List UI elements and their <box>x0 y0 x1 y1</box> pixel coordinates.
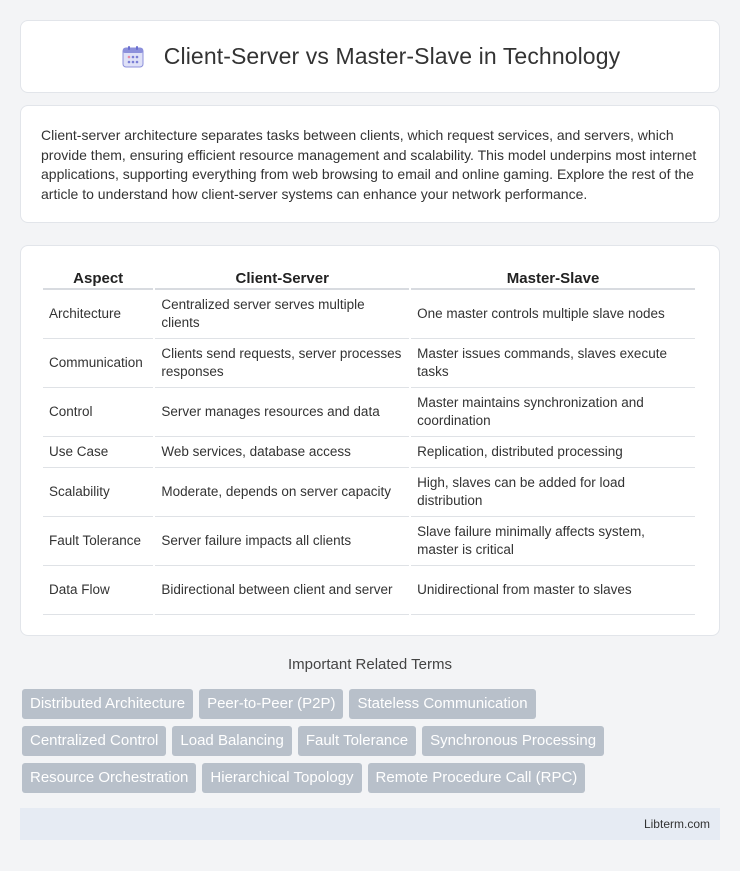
table-row <box>43 339 695 388</box>
term-tag[interactable]: Synchronous Processing <box>422 726 604 756</box>
cell-aspect: Scalability <box>43 468 153 517</box>
cell-master-slave: Unidirectional from master to slaves <box>411 566 695 615</box>
cell-aspect: Architecture <box>43 290 153 339</box>
term-tag[interactable]: Hierarchical Topology <box>202 763 361 793</box>
table-row <box>43 468 695 517</box>
cell-master-slave: High, slaves can be added for load distribution <box>411 468 695 517</box>
table-row <box>43 517 695 566</box>
cell-aspect: Data Flow <box>43 566 153 615</box>
cell-master-slave: Replication, distributed processing <box>411 437 695 468</box>
cell-client-server: Clients send requests, server processes responses <box>155 339 409 388</box>
term-row <box>22 689 722 719</box>
header-master-slave: Master-Slave <box>411 266 695 290</box>
cell-client-server: Centralized server serves multiple clients <box>155 290 409 339</box>
term-tag[interactable]: Distributed Architecture <box>22 689 193 719</box>
term-tag[interactable]: Load Balancing <box>172 726 291 756</box>
intro-text: Client-server architecture separates tasks between clients, which request services, and servers, which provide them, ensuring efficient resource management and scalability. This model underpins most internet applications, supporting everything from web browsing to email and online gaming. Explore the rest of the article to understand how client-server systems can enhance your network performance. <box>41 127 697 202</box>
comparison-table-card <box>20 245 720 636</box>
cell-aspect: Control <box>43 388 153 437</box>
term-tag[interactable]: Centralized Control <box>22 726 166 756</box>
footer <box>20 808 720 840</box>
calendar-icon <box>120 44 146 70</box>
related-terms-heading: Important Related Terms <box>288 656 452 673</box>
cell-master-slave: Master maintains synchronization and coordination <box>411 388 695 437</box>
related-terms <box>22 689 722 800</box>
cell-aspect: Communication <box>43 339 153 388</box>
cell-aspect: Use Case <box>43 437 153 468</box>
table-row <box>43 437 695 468</box>
term-tag[interactable]: Stateless Communication <box>349 689 535 719</box>
term-tag[interactable]: Peer-to-Peer (P2P) <box>199 689 343 719</box>
title-card <box>20 20 720 93</box>
cell-master-slave: Slave failure minimally affects system, master is critical <box>411 517 695 566</box>
cell-client-server: Server manages resources and data <box>155 388 409 437</box>
comparison-table <box>41 266 697 615</box>
term-row <box>22 726 722 756</box>
page-title: Client-Server vs Master-Slave in Technology <box>163 43 621 69</box>
cell-master-slave: Master issues commands, slaves execute tasks <box>411 339 695 388</box>
intro-card <box>20 105 720 223</box>
term-tag[interactable]: Fault Tolerance <box>298 726 416 756</box>
term-row <box>22 763 722 793</box>
cell-client-server: Web services, database access <box>155 437 409 468</box>
cell-master-slave: One master controls multiple slave nodes <box>411 290 695 339</box>
cell-client-server: Moderate, depends on server capacity <box>155 468 409 517</box>
cell-aspect: Fault Tolerance <box>43 517 153 566</box>
table-row <box>43 388 695 437</box>
table-row <box>43 290 695 339</box>
footer-site-link[interactable]: Libterm.com <box>643 817 710 831</box>
table-row <box>43 566 695 615</box>
term-tag[interactable]: Resource Orchestration <box>22 763 196 793</box>
header-client-server: Client-Server <box>155 266 409 290</box>
cell-client-server: Server failure impacts all clients <box>155 517 409 566</box>
cell-client-server: Bidirectional between client and server <box>155 566 409 615</box>
header-aspect: Aspect <box>43 266 153 290</box>
term-tag[interactable]: Remote Procedure Call (RPC) <box>368 763 586 793</box>
